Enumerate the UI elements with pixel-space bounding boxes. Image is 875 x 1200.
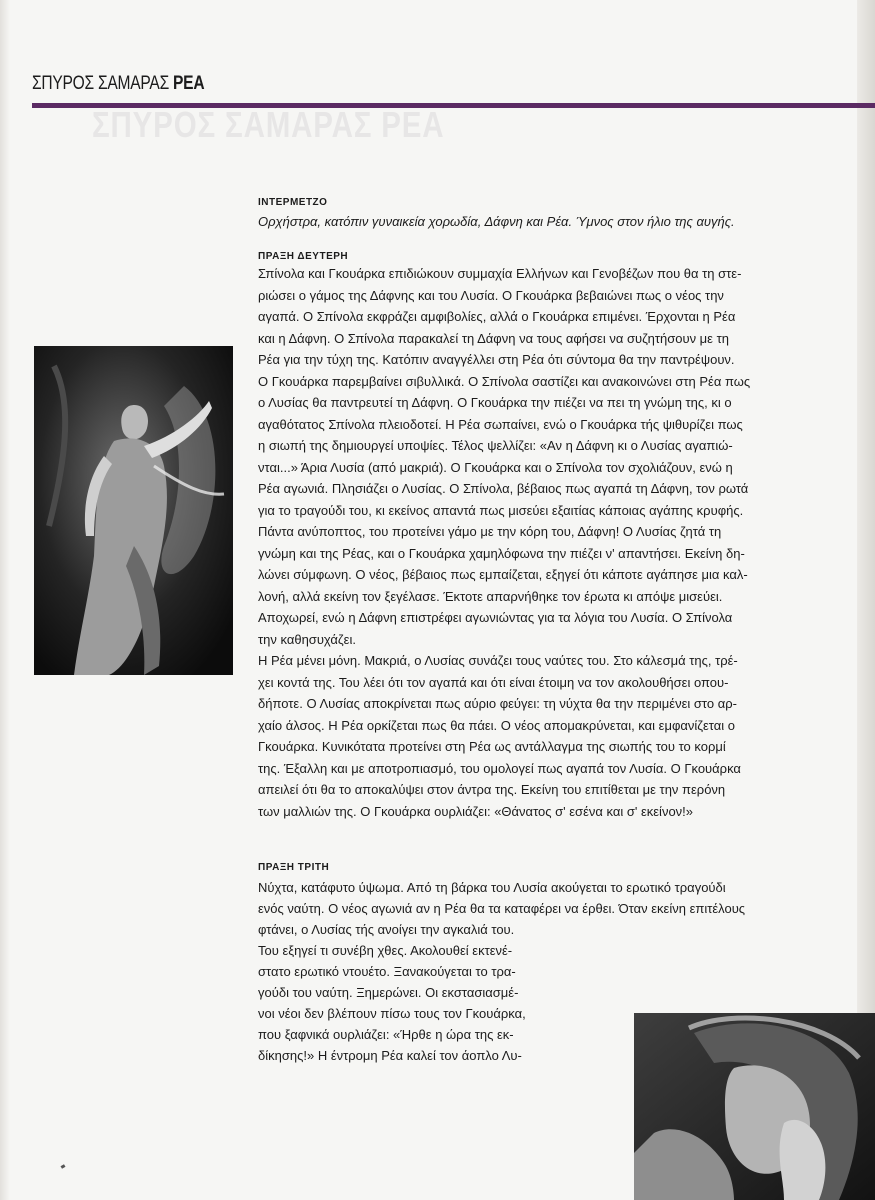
text-line: ο Λυσίας θα παντρευτεί τη Δάφνη. Ο Γκουάρκα την πιέζει να πει τη γνώμη της, κι ο bbox=[258, 395, 732, 410]
text-line: φτάνει, ο Λυσίας τής ανοίγει την αγκαλιά του. bbox=[258, 922, 515, 937]
header-ghost-title: ΣΠΥΡΟΣ ΣΑΜΑΡΑΣ ΡΕΑ bbox=[92, 104, 445, 145]
text-line: Ρέα αγωνιά. Πλησιάζει ο Λυσίας. Ο Σπίνολα, βέβαιος πως αγαπά τη Δάφνη, τον ρωτά bbox=[258, 481, 749, 496]
text-line: ενός ναύτη. Ο νέος αγωνιά αν η Ρέα θα τα καταφέρει να έρθει. Όταν εκείνη επιτέλους bbox=[258, 901, 746, 916]
painting-woman-image bbox=[634, 1013, 875, 1200]
act2-heading: ΠΡΑΞΗ ΔΕΥΤΕΡΗ bbox=[258, 251, 349, 262]
text-line: νοι νέοι δεν βλέπουν πίσω τους τον Γκουάρκα, bbox=[258, 1006, 526, 1021]
text-line: αγαπά. Ο Σπίνολα εκφράζει αμφιβολίες, αλλά ο Γκουάρκα επιμένει. Έρχονται η Ρέα bbox=[258, 309, 736, 324]
text-line: Ρέα για την τύχη της. Κατόπιν αναγγέλλει στη Ρέα ότι σύντομα θα την παντρέψουν. bbox=[258, 352, 735, 367]
text-line: γνώμη και της Ρέας, και ο Γκουάρκα χαμηλόφωνα την πιέζει ν' απαντήσει. Εκείνη δη- bbox=[258, 545, 745, 561]
header-author: ΣΠΥΡΟΣ ΣΑΜΑΡΑΣ bbox=[32, 73, 174, 94]
text-line: Πάντα ανύποπτος, του προτείνει γάμο με την κόρη του, Δάφνη! Ο Λυσίας ζητά τη bbox=[258, 524, 722, 539]
text-line: ριώσει ο γάμος της Δάφνης και του Λυσία. Ο Γκουάρκα βεβαιώνει πως ο νέος την bbox=[258, 287, 724, 303]
text-line: Νύχτα, κατάφυτο ύψωμα. Από τη βάρκα του Λυσία ακούγεται το ερωτικό τραγούδι bbox=[258, 880, 726, 895]
text-line: Αποχωρεί, ενώ η Δάφνη επιστρέφει αγωνιώντας για τα λόγια του Λυσία. Ο Σπίνολα bbox=[258, 610, 733, 625]
text-line: δήποτε. Ο Λυσίας αποκρίνεται πως αύριο φεύγει: τη νύχτα θα την περιμένει στο αρ- bbox=[258, 696, 737, 711]
text-line: που ξαφνικά ουρλιάζει: «Ήρθε η ώρα της εκ- bbox=[258, 1027, 514, 1042]
text-line: των μαλλιών της. Ο Γκουάρκα ουρλιάζει: «Θάνατος σ' εσένα και σ' εκείνον!» bbox=[258, 803, 694, 819]
text-line: νται...» Άρια Λυσία (από μακριά). Ο Γκουάρκα και ο Σπίνολα τον σχολιάζουν, ενώ η bbox=[258, 459, 733, 475]
text-line: η σιωπή της δημιουργεί υποψίες. Τέλος ψελλίζει: «Αν η Δάφνη κι ο Λυσίας αγαπιώ- bbox=[258, 438, 733, 453]
text-line: Του εξηγεί τι συνέβη χθες. Ακολουθεί εκτενέ- bbox=[258, 943, 513, 958]
page-shadow bbox=[0, 0, 10, 1200]
text-line: την καθησυχάζει. bbox=[258, 631, 356, 647]
text-line: στατο ερωτικό ντουέτο. Ξανακούγεται το τρα- bbox=[258, 964, 516, 979]
text-line: λονή, αλλά εκείνη τον ξεγέλασε. Έκτοτε απαρνήθηκε τον έρωτα κι απόψε μισεύει. bbox=[258, 588, 723, 604]
intermezzo-text: Ορχήστρα, κατόπιν γυναικεία χορωδία, Δάφνη και Ρέα. Ύμνος στον ήλιο της αυγής. bbox=[258, 214, 735, 229]
text-line: για το τραγούδι του, κι εκείνος απαντά πως μισεύει εξαιτίας κάποιας αγάπης κρυφής. bbox=[258, 502, 744, 518]
text-line: απειλεί ότι θα το αποκαλύψει στον άντρα της. Εκείνη του επιτίθεται με την περόνη bbox=[258, 782, 726, 797]
text-line: δίκησης!» Η έντρομη Ρέα καλεί τον άοπλο Λυ- bbox=[258, 1048, 522, 1063]
text-line: χαίο άλσος. Η Ρέα ορκίζεται πως θα πάει. Ο νέος απομακρύνεται, και εμφανίζεται ο bbox=[258, 717, 736, 733]
text-line: Η Ρέα μένει μόνη. Μακριά, ο Λυσίας συνάζει τους ναύτες του. Στο κάλεσμά της, τρέ- bbox=[258, 653, 738, 668]
header-work-title: ΡΕΑ bbox=[173, 73, 205, 94]
text-line: χει κοντά της. Του λέει ότι τον αγαπά και ότι είναι έτοιμη να τον ακολουθήσει οπου- bbox=[258, 674, 729, 690]
scan-mark bbox=[61, 1164, 66, 1169]
text-line: και η Δάφνη. Ο Σπίνολα παρακαλεί τη Δάφνη να τους αφήσει να συζητήσουν με τη bbox=[258, 330, 729, 346]
text-line: Ο Γκουάρκα παρεμβαίνει σιβυλλικά. Ο Σπίνολα σαστίζει και ανακοινώνει στη Ρέα πως bbox=[258, 373, 751, 389]
intermezzo-heading: ΙΝΤΕΡΜΕΤΖΟ bbox=[258, 197, 328, 208]
text-line: Γκουάρκα. Κυνικότατα προτείνει στη Ρέα ως αντάλλαγμα της σιωπής του το κορμί bbox=[258, 739, 726, 754]
text-line: Σπίνολα και Γκουάρκα επιδιώκουν συμμαχία Ελλήνων και Γενοβέζων που θα τη στε- bbox=[258, 266, 742, 281]
running-header bbox=[32, 73, 204, 95]
text-line: της. Έξαλλη και με αποτροπιασμό, του ομολογεί πως αγαπά τον Λυσία. Ο Γκουάρκα bbox=[258, 760, 741, 776]
painting-dancer-image bbox=[34, 346, 233, 675]
text-line: αγαθότατος Σπίνολα πλειοδοτεί. Η Ρέα σωπαίνει, ενώ ο Γκουάρκα τής ψιθυρίζει πως bbox=[258, 416, 743, 432]
text-line: γούδι του ναύτη. Ξημερώνει. Οι εκστασιασμέ- bbox=[258, 985, 519, 1000]
act3-heading: ΠΡΑΞΗ ΤΡΙΤΗ bbox=[258, 862, 330, 873]
text-line: λώνει σύμφωνη. Ο νέος, βέβαιος πως εμπαίζεται, εξηγεί ότι κάποτε αγάπησε μια καλ- bbox=[258, 567, 748, 582]
